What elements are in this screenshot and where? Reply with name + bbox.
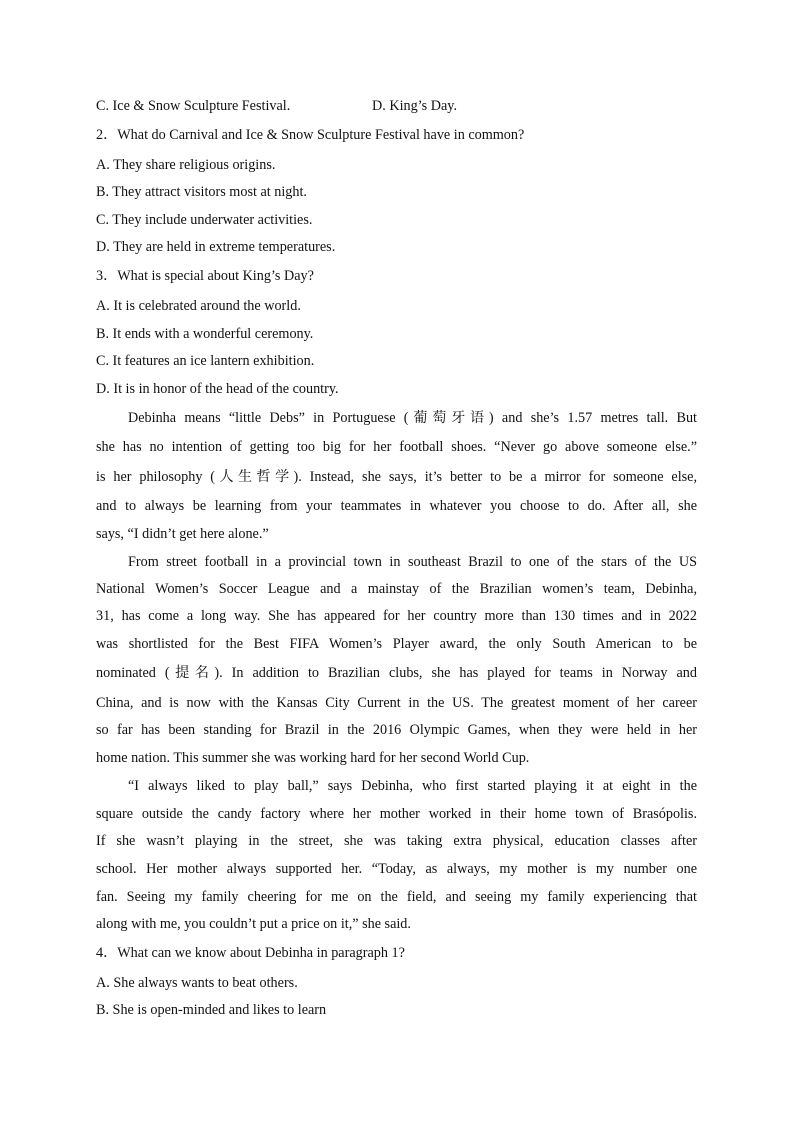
q4-stem: 4．What can we know about Debinha in paragraph 1? [96,945,405,961]
paragraph-line: is her philosophy (人生哲学). Instead, she says, it’s better to be a mirror for someone else, [96,469,697,485]
paragraph-line: was shortlisted for the Best FIFA Women’s Player award, the only South American to be [96,636,697,652]
paragraph-line: nominated (提名). In addition to Brazilian clubs, she has played for teams in Norway and [96,665,697,681]
paragraph-line: school. Her mother always supported her. “Today, as always, my mother is my number one [96,861,697,877]
q2-option-a: A. They share religious origins. [96,157,276,173]
q4-option-b: B. She is open-minded and likes to learn [96,1002,327,1018]
paragraph-line: square outside the candy factory where her mother worked in their home town of Brasópolis. [96,806,697,822]
q2-option-c: C. They include underwater activities. [96,212,313,228]
q4-option-a: A. She always wants to beat others. [96,975,298,991]
paragraph-line: “I always liked to play ball,” says Debinha, who first started playing it at eight in the [128,778,697,794]
paragraph-line: home nation. This summer she was working hard for her second World Cup. [96,750,530,766]
paragraph-line: says, “I didn’t get here alone.” [96,526,269,542]
paragraph-line: along with me, you couldn’t put a price on it,” she said. [96,916,411,932]
paragraph-line: National Women’s Soccer League and a mainstay of the Brazilian women’s team, Debinha, [96,581,697,597]
paragraph-line: From street football in a provincial town in southeast Brazil to one of the stars of the US [128,554,697,570]
paragraph-line: China, and is now with the Kansas City Current in the US. The greatest moment of her career [96,695,697,711]
q3-option-a: A. It is celebrated around the world. [96,298,301,314]
q1-option-d: D. King’s Day. [372,98,457,114]
paragraph-line: 31, has come a long way. She has appeared for her country more than 130 times and in 2022 [96,608,697,624]
paragraph-line: If she wasn’t playing in the street, she was taking extra physical, education classes after [96,833,697,849]
q2-option-b: B. They attract visitors most at night. [96,184,307,200]
paragraph-line: Debinha means “little Debs” in Portuguese (葡萄牙语) and she’s 1.57 metres tall. But [128,410,697,426]
q2-stem: 2．What do Carnival and Ice & Snow Sculpture Festival have in common? [96,127,525,143]
paragraph-line: she has no intention of getting too big for her football shoes. “Never go above someone else.” [96,439,697,455]
paragraph-line: fan. Seeing my family cheering for me on the field, and seeing my family experiencing that [96,889,697,905]
q3-option-b: B. It ends with a wonderful ceremony. [96,326,314,342]
paragraph-line: so far has been standing for Brazil in the 2016 Olympic Games, when they were held in her [96,722,697,738]
q1-option-c: C. Ice & Snow Sculpture Festival. [96,98,291,114]
q3-option-d: D. It is in honor of the head of the country. [96,381,339,397]
paragraph-line: and to always be learning from your teammates in whatever you choose to do. After all, she [96,498,697,514]
q2-option-d: D. They are held in extreme temperatures. [96,239,336,255]
q3-stem: 3．What is special about King’s Day? [96,268,314,284]
q3-option-c: C. It features an ice lantern exhibition. [96,353,315,369]
